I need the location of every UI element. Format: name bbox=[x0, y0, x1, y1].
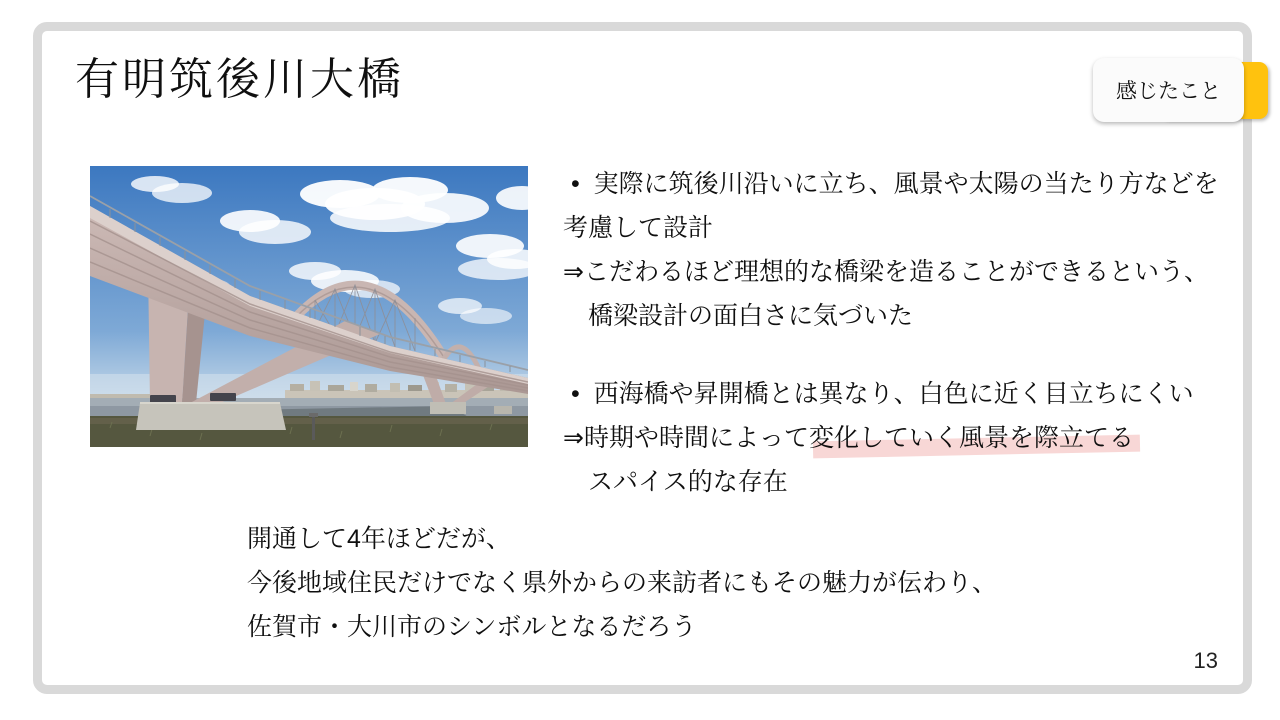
conclusion-line: 今後地域住民だけでなく県外からの来訪者にもその魅力が伝わり、 bbox=[247, 569, 998, 597]
note-spacer bbox=[563, 338, 1253, 372]
note-line: • 西海橋や昇開橋とは異なり、白色に近く目立ちにくい bbox=[571, 380, 1194, 408]
highlighted-text: 変化していく風景を際立てる bbox=[808, 424, 1134, 452]
conclusion-line: 開通して4年ほどだが、 bbox=[247, 525, 511, 553]
conclusion-line: 佐賀市・大川市のシンボルとなるだろう bbox=[247, 613, 697, 641]
note-line: スパイス的な存在 bbox=[563, 468, 788, 496]
conclusion-paragraph bbox=[247, 517, 1107, 649]
note-text: ⇒時期や時間によって bbox=[563, 424, 809, 452]
note-line: 考慮して設計 bbox=[563, 214, 714, 242]
notes-column bbox=[563, 162, 1253, 504]
note-line: ⇒こだわるほど理想的な橋梁を造ることができるという、 bbox=[563, 258, 1209, 286]
section-tag bbox=[1093, 58, 1244, 122]
note-line-highlighted bbox=[563, 416, 1253, 460]
note-line: 橋梁設計の面白さに気づいた bbox=[563, 302, 914, 330]
page-number: 13 bbox=[1193, 648, 1218, 673]
section-tag-label: 感じたこと bbox=[1116, 80, 1221, 103]
bridge-photo bbox=[90, 166, 528, 447]
page-title: 有明筑後川大橋 bbox=[75, 55, 404, 104]
note-line: • 実際に筑後川沿いに立ち、風景や太陽の当たり方などを bbox=[571, 170, 1219, 198]
bridge-photo-illustration bbox=[90, 166, 528, 447]
